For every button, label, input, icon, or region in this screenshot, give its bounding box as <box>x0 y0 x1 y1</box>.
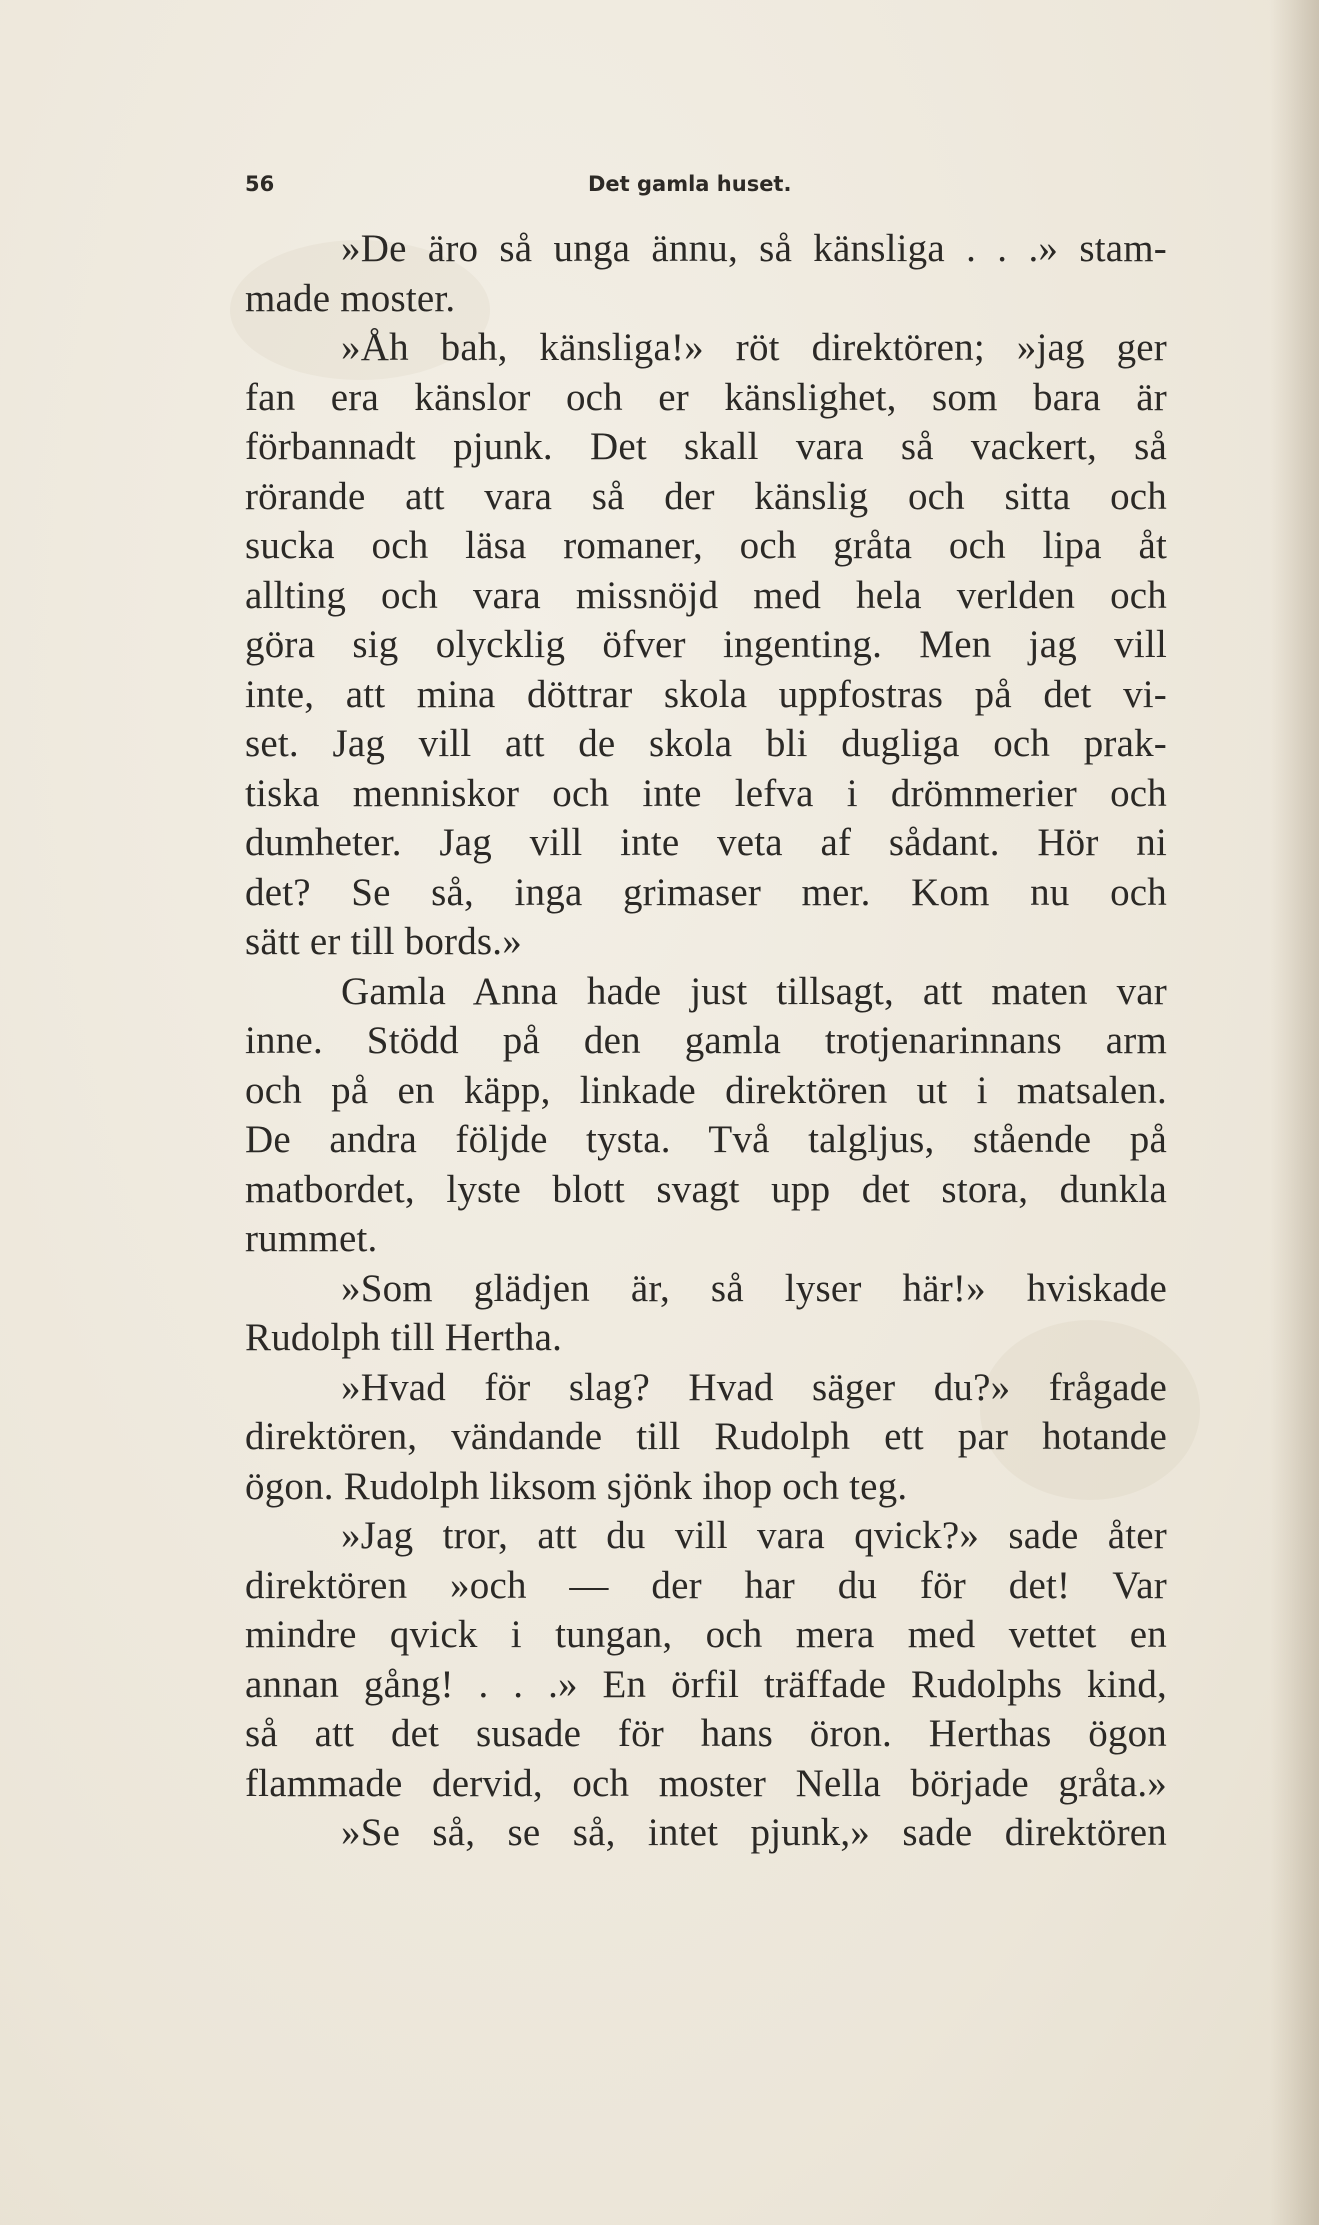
text-line: flammade dervid, och moster Nella började gråta.» <box>245 1761 1167 1805</box>
text-line: direktören, vändande till Rudolph ett par hotande <box>245 1415 1167 1458</box>
body-text <box>245 224 1167 1858</box>
text-line: göra sig olycklig öfver ingenting. Men jag vill <box>245 623 1167 666</box>
text-line: inne. Stödd på den gamla trotjenarinnans arm <box>245 1019 1167 1062</box>
text-line: made moster. <box>245 276 456 320</box>
text-line: dumheter. Jag vill inte veta af sådant. Hör ni <box>245 821 1167 864</box>
text-line: »Som glädjen är, så lyser här!» hviskade <box>341 1266 1167 1310</box>
text-line: förbannadt pjunk. Det skall vara så vackert, så <box>245 425 1167 468</box>
text-line: »Hvad för slag? Hvad säger du?» frågade <box>341 1365 1167 1409</box>
text-line: så att det susade för hans öron. Herthas ögon <box>245 1712 1167 1755</box>
text-line: Rudolph till Hertha. <box>245 1316 563 1359</box>
text-line: »Åh bah, känsliga!» röt direktören; »jag ger <box>341 326 1167 369</box>
page-number: 56 <box>245 172 275 196</box>
text-line: rummet. <box>245 1217 378 1260</box>
text-line: rörande att vara så der känslig och sitta och <box>245 474 1167 518</box>
running-title: Det gamla huset. <box>588 172 792 196</box>
text-line: allting och vara missnöjd med hela verlden och <box>245 573 1167 617</box>
text-line: Gamla Anna hade just tillsagt, att maten var <box>341 969 1167 1013</box>
text-line: set. Jag vill att de skola bli dugliga och prak- <box>245 722 1167 765</box>
running-header <box>245 166 875 202</box>
text-line: ögon. Rudolph liksom sjönk ihop och teg. <box>245 1464 908 1508</box>
text-line: sätt er till bords.» <box>245 920 522 963</box>
text-line: matbordet, lyste blott svagt upp det stora, dunkla <box>245 1167 1167 1211</box>
text-line: De andra följde tysta. Två talgljus, stående på <box>245 1118 1167 1161</box>
text-line: sucka och läsa romaner, och gråta och lipa åt <box>245 524 1167 567</box>
text-line: det? Se så, inga grimaser mer. Kom nu och <box>245 870 1167 914</box>
text-line: annan gång! . . .» En örfil träffade Rudolphs kind, <box>245 1662 1167 1706</box>
text-line: fan era känslor och er känslighet, som bara är <box>245 375 1167 419</box>
text-line: mindre qvick i tungan, och mera med vettet en <box>245 1613 1167 1656</box>
text-line: »De äro så unga ännu, så känsliga . . .» stam- <box>341 227 1167 270</box>
text-line: och på en käpp, linkade direktören ut i matsalen. <box>245 1068 1167 1112</box>
text-line: direktören »och — der har du för det! Var <box>245 1563 1167 1607</box>
text-line: tiska menniskor och inte lefva i drömmerier och <box>245 771 1167 815</box>
text-line: »Se så, se så, intet pjunk,» sade direktören <box>341 1811 1167 1854</box>
text-line: »Jag tror, att du vill vara qvick?» sade åter <box>341 1514 1167 1557</box>
text-line: inte, att mina döttrar skola uppfostras på det vi- <box>245 672 1167 716</box>
